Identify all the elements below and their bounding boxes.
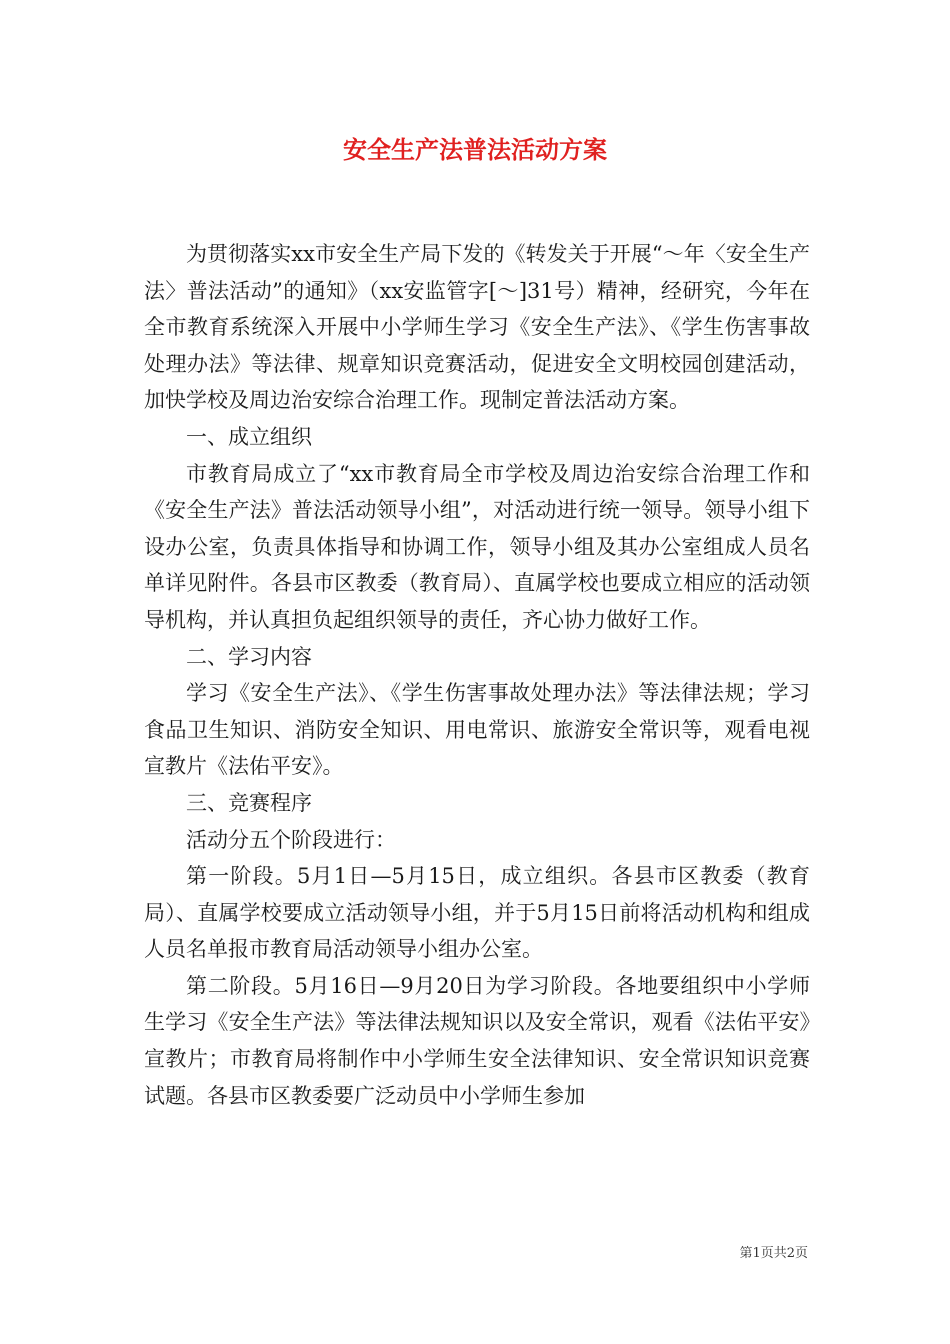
page-number: 第1页共2页 xyxy=(739,1246,808,1261)
section-heading-procedure: 三、竞赛程序 xyxy=(186,790,312,815)
document-title: 安全生产法普法活动方案 xyxy=(343,135,607,164)
document-body xyxy=(144,236,810,1114)
paragraph-stage-one: 第一阶段。5月1日—5月15日，成立组织。各县市区教委（教育局）、直属学校要成立活动领导小组，并于5月15日前将活动机构和组成人员名单报市教育局活动领导小组办公室。 xyxy=(144,864,810,962)
paragraph-stage-two: 第二阶段。5月16日—9月20日为学习阶段。各地要组织中小学师生学习《安全生产法》等法律法规知识以及安全常识，观看《法佑平安》宣教片；市教育局将制作中小学师生安全法律知识、安全常识知识竞赛试题。各县市区教委要广泛动员中小学师生参加 xyxy=(144,973,810,1108)
paragraph-organization: 市教育局成立了“xx市教育局全市学校及周边治安综合治理工作和《安全生产法》普法活动领导小组”，对活动进行统一领导。领导小组下设办公室，负责具体指导和协调工作，领导小组及其办公室组成人员名单详见附件。各县市区教委（教育局）、直属学校也要成立相应的活动领导机构，并认真担负起组织领导的责任，齐心协力做好工作。 xyxy=(144,461,810,632)
paragraph-stages-intro: 活动分五个阶段进行： xyxy=(186,827,396,852)
paragraph-intro: 为贯彻落实xx市安全生产局下发的《转发关于开展“～年〈安全生产法〉普法活动”的通知》（xx安监管字[～]31号）精神，经研究，今年在全市教育系统深入开展中小学师生学习《安全生产法》、《学生伤害事故处理办法》等法律、规章知识竞赛活动，促进安全文明校园创建活动，加快学校及周边治安综合治理工作。现制定普法活动方案。 xyxy=(144,242,810,413)
section-heading-content: 二、学习内容 xyxy=(186,644,312,669)
section-heading-organization: 一、成立组织 xyxy=(186,424,312,449)
paragraph-content: 学习《安全生产法》、《学生伤害事故处理办法》等法律法规；学习食品卫生知识、消防安全知识、用电常识、旅游安全常识等，观看电视宣教片《法佑平安》。 xyxy=(144,681,810,779)
